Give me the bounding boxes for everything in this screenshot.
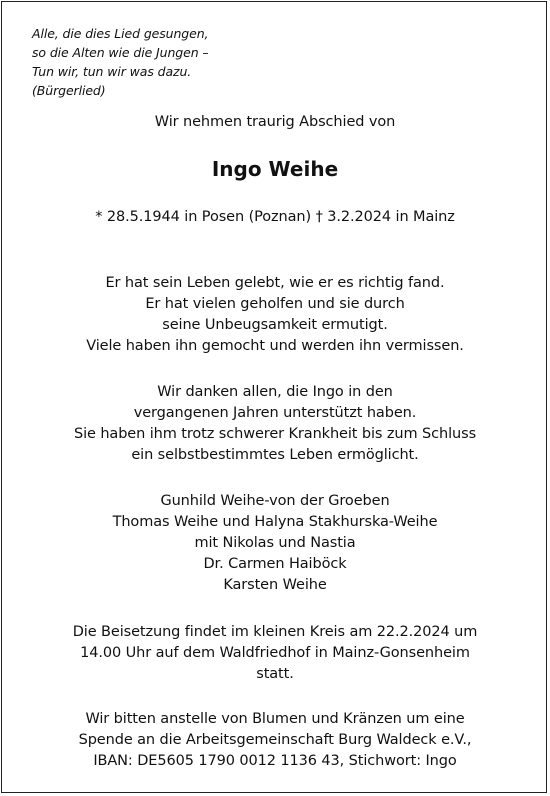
burial-notice <box>0 622 550 685</box>
family-member: Gunhild Weihe-von der Groeben <box>160 493 390 509</box>
intro-text <box>0 112 550 133</box>
family-signatories <box>0 491 550 596</box>
donation-line: Wir bitten anstelle von Blumen und Kränzen um eine <box>85 711 465 727</box>
verse-line: so die Alten wie die Jungen – <box>32 45 209 60</box>
verse-line: Alle, die dies Lied gesungen, <box>32 26 209 41</box>
paragraph-line: Wir danken allen, die Ingo in den <box>157 384 393 400</box>
family-member: Thomas Weihe und Halyna Stakhurska-Weihe <box>112 514 438 530</box>
family-member: Karsten Weihe <box>223 577 327 593</box>
family-member: mit Nikolas und Nastia <box>194 535 356 551</box>
paragraph-line: Er hat sein Leben gelebt, wie er es richtig fand. <box>105 275 445 291</box>
family-member: Dr. Carmen Haiböck <box>203 556 347 572</box>
donation-line: Spende an die Arbeitsgemeinschaft Burg Waldeck e.V., <box>78 732 472 748</box>
intro-line: Wir nehmen traurig Abschied von <box>154 114 396 130</box>
life-dates <box>0 207 550 228</box>
paragraph-line: seine Unbeugsamkeit ermutigt. <box>162 317 388 333</box>
paragraph-line: Viele haben ihn gemocht und werden ihn vermissen. <box>86 338 464 354</box>
burial-line: 14.00 Uhr auf dem Waldfriedhof in Mainz-Gonsenheim <box>80 645 470 661</box>
paragraph-line: Er hat vielen geholfen und sie durch <box>145 296 405 312</box>
paragraph-thanks <box>0 382 550 466</box>
paragraph-line: Sie haben ihm trotz schwerer Krankheit bis zum Schluss <box>73 426 477 442</box>
paragraph-line: ein selbstbestimmtes Leben ermöglicht. <box>131 447 419 463</box>
donation-line: IBAN: DE5605 1790 0012 1136 43, Stichwort: Ingo <box>93 753 457 769</box>
burial-line: Die Beisetzung findet im kleinen Kreis am 22.2.2024 um <box>72 624 478 640</box>
burial-line: statt. <box>256 666 294 682</box>
life-dates-line: * 28.5.1944 in Posen (Poznan) † 3.2.2024 in Mainz <box>95 209 455 225</box>
deceased-name: Ingo Weihe <box>211 157 339 181</box>
paragraph-life <box>0 273 550 357</box>
verse-quote <box>32 24 209 100</box>
donation-request <box>0 709 550 772</box>
verse-line: Tun wir, tun wir was dazu. <box>32 64 192 79</box>
paragraph-line: vergangenen Jahren unterstützt haben. <box>133 405 417 421</box>
verse-source: (Bürgerlied) <box>32 83 106 98</box>
